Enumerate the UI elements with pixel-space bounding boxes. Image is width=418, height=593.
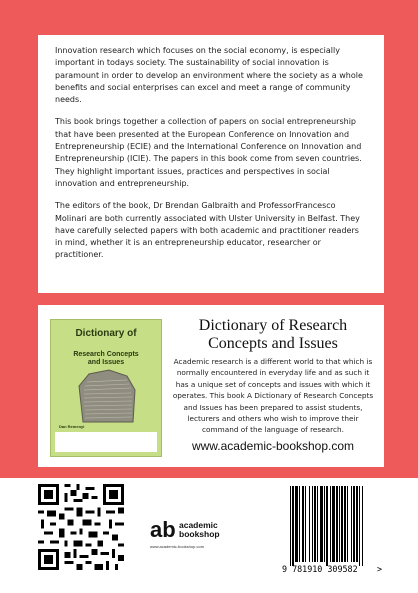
barcode-bar — [295, 486, 298, 562]
barcode-bar — [362, 486, 363, 566]
barcode-bar — [309, 486, 310, 562]
blurb-panel — [38, 35, 384, 293]
blurb-paragraph-1: Innovation research which focuses on the social economy, is especially important in todays society. The sustainability of social innovation is paramount in order to develop an environment where the society as a whole benefits and social enterprises can excel and meet a range of community needs. — [55, 46, 363, 105]
logo-mark: ab — [150, 517, 176, 542]
cover-title — [51, 328, 161, 339]
barcode-bar — [351, 486, 352, 562]
logo-word-academic: academic — [179, 520, 218, 530]
barcode-bar — [320, 486, 323, 562]
barcode-bar — [312, 486, 313, 562]
barcode-bar — [341, 486, 343, 562]
cover-info-bar — [55, 432, 157, 452]
cover-subtitle — [51, 351, 161, 367]
cover-title-line-3: and Issues — [87, 359, 125, 366]
barcode-bar — [302, 486, 304, 562]
barcode-bar — [353, 486, 355, 562]
advert-title-line-2: Concepts and Issues — [208, 335, 338, 352]
barcode-bar — [336, 486, 338, 562]
book-advert-panel — [38, 305, 384, 467]
barcode-bar — [305, 486, 306, 562]
barcode-bar — [314, 486, 316, 562]
advert-description: Academic research is a different world to that which is normally encountered in everyday life and as such it has a unique set of concepts and issues with which it operates. This book A Dictionary of Research Concepts and Issues has been prepared to assist students, lecturers and others who wish to improve their command of the language of research. — [172, 357, 374, 435]
rosetta-stone-image — [75, 368, 139, 424]
barcode-bar — [344, 486, 346, 562]
barcode-bar — [330, 486, 331, 562]
barcode-bar — [290, 486, 291, 566]
barcode-bar — [339, 486, 340, 562]
barcode-bar — [326, 486, 328, 566]
barcode-bar — [324, 486, 325, 562]
barcode-bar — [317, 486, 318, 562]
barcode-bar — [356, 486, 358, 562]
qr-code[interactable] — [38, 484, 124, 570]
logo-url: www.academic-bookshop.com — [150, 544, 205, 549]
bottom-strip — [0, 478, 418, 593]
isbn-digits: 9 781910 309582 — [282, 564, 358, 574]
cover-author: Dan Remenyi — [59, 424, 85, 429]
barcode-bar — [292, 486, 294, 566]
advert-title-line-1: Dictionary of Research — [198, 317, 348, 334]
barcode-bar — [347, 486, 348, 562]
isbn-barcode — [282, 482, 386, 576]
advert-title — [170, 317, 376, 353]
barcode-bar — [299, 486, 300, 562]
academic-bookshop-logo — [150, 518, 236, 554]
cover-title-line-2: Research Concepts — [73, 351, 139, 358]
blurb-paragraph-3: The editors of the book, Dr Brendan Galbraith and ProfessorFrancesco Molinari are both currently associated with Ulster University in Belfast. They have carefully selected papers with both academic and practitioner readers in mind, whether it is an entrepreneurship educator, researcher or practitioner. — [55, 201, 360, 260]
barcode-bar — [332, 486, 335, 562]
advert-website-link[interactable]: www.academic-bookshop.com — [191, 439, 355, 453]
blurb-paragraph-2: This book brings together a collection of papers on social entrepreneurship that have been presented at the European Conference on Innovation and Entrepreneurship (ECIE) and the International Conference on Innovation and Entrepreneurship (ICIE). The papers in this book come from seven countries. They highlight important issues, practices and perspectives in social innovation and entrepreneurship. — [55, 117, 362, 188]
logo-word-bookshop: bookshop — [179, 529, 220, 539]
isbn-chevron: > — [377, 564, 383, 574]
cover-title-line-1: Dictionary of — [75, 328, 137, 339]
advert-book-cover — [50, 319, 162, 457]
barcode-bar — [359, 486, 360, 566]
